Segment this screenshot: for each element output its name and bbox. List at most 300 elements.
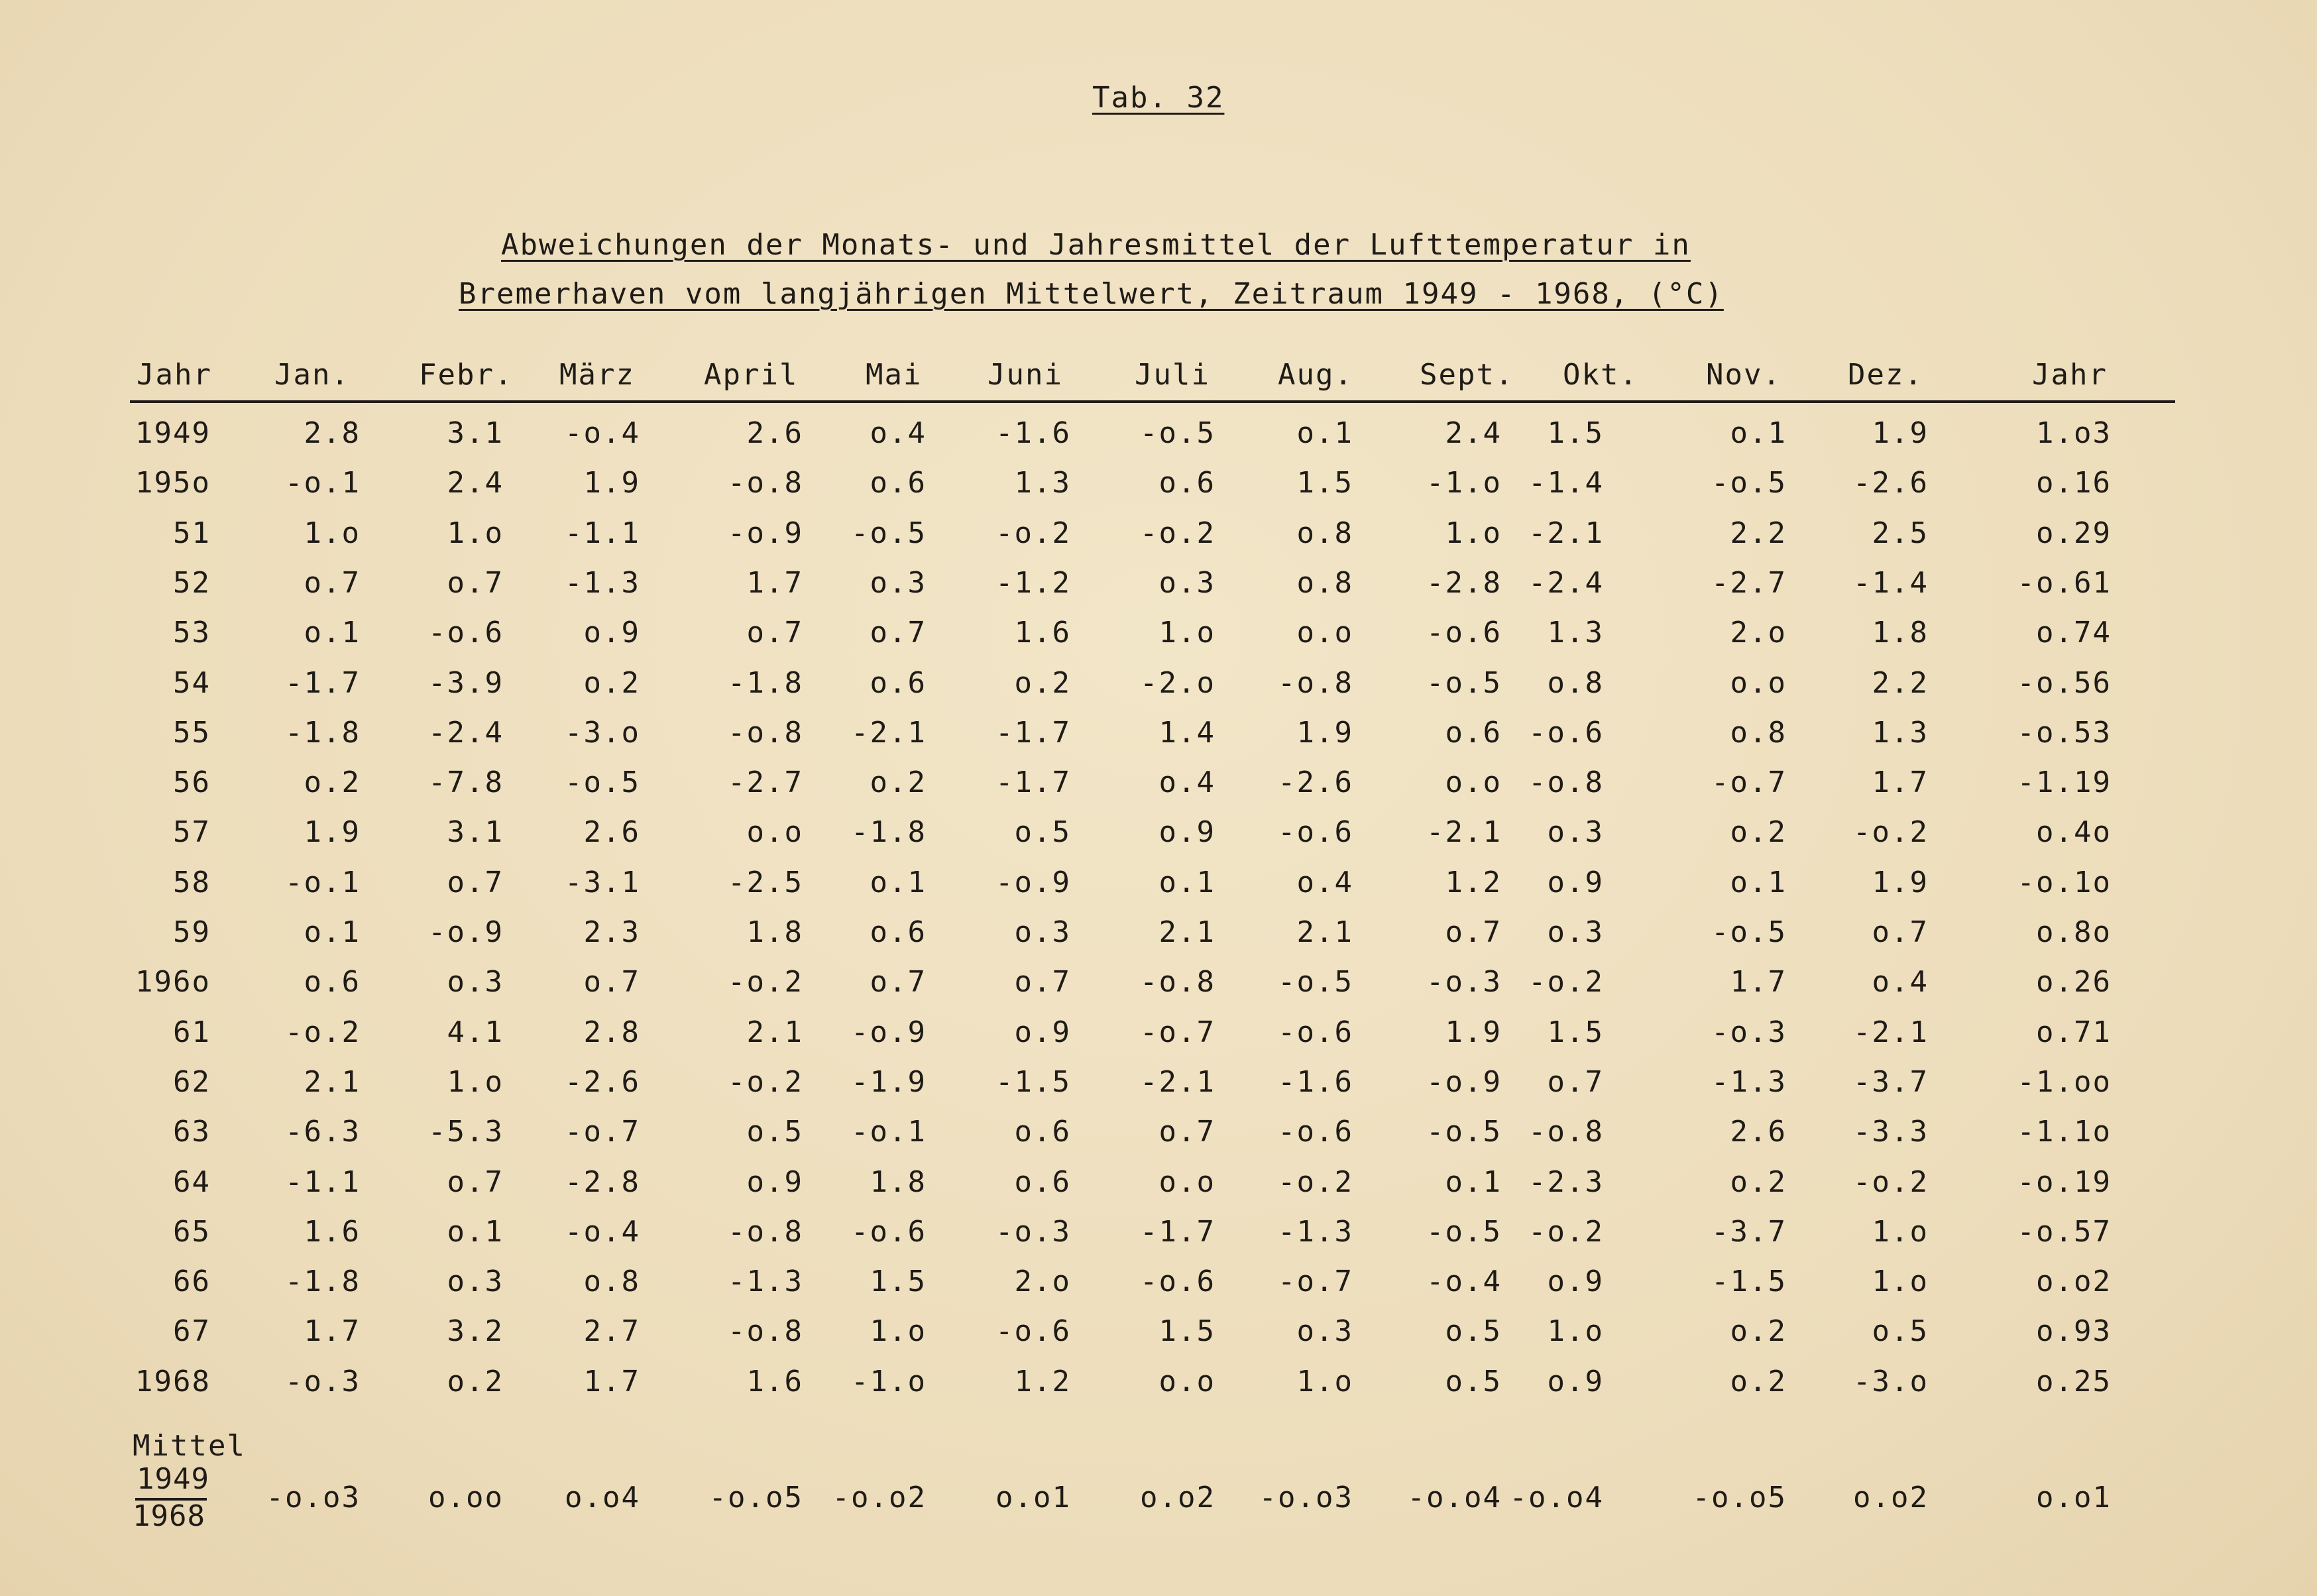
table-cell: o.3: [447, 965, 504, 999]
row-year: 57: [173, 815, 211, 850]
table-cell: 2.5: [1872, 516, 1929, 550]
table-cell: o.9: [1547, 865, 1604, 899]
table-cell: -o.8: [728, 466, 803, 500]
table-cell: -1.5: [1711, 1265, 1787, 1299]
table-cell: o.9: [1158, 815, 1215, 850]
table-cell: -2.1: [851, 715, 927, 750]
table-cell: 1.6: [746, 1364, 803, 1398]
table-cell: o.3: [1158, 565, 1215, 600]
table-cell: o.9: [746, 1165, 803, 1199]
table-cell: -5.3: [428, 1115, 504, 1149]
table-cell: 1.7: [583, 1364, 640, 1398]
table-cell: 2.o: [1014, 1265, 1071, 1299]
table-cell: o.1: [447, 1214, 504, 1249]
table-cell: o.9: [583, 616, 640, 650]
table-cell: -o.8: [1528, 1115, 1604, 1149]
table-cell: -2.3: [1528, 1165, 1604, 1199]
mean-cell: -o.o5: [708, 1481, 803, 1514]
table-cell: -1.3: [565, 565, 640, 600]
table-cell: -o.8: [728, 1214, 803, 1249]
table-cell: o.8o: [2036, 915, 2112, 949]
table-cell: 1.o: [1547, 1314, 1604, 1349]
table-cell: 1.o: [447, 1064, 504, 1099]
table-cell: 2.3: [583, 915, 640, 949]
table-cell: -o.9: [728, 516, 803, 550]
table-cell: -1.1: [285, 1165, 361, 1199]
table-cell: 2.1: [1296, 915, 1353, 949]
table-cell: -o.7: [565, 1115, 640, 1149]
table-cell: 3.1: [447, 416, 504, 450]
table-cell: -o.5: [1711, 915, 1787, 949]
table-cell: o.3: [1014, 915, 1071, 949]
table-cell: -o.7: [1278, 1265, 1353, 1299]
table-cell: o.2: [870, 766, 927, 800]
table-cell: o.7: [583, 965, 640, 999]
table-cell: o.o: [1296, 616, 1353, 650]
table-cell: o.o: [1445, 766, 1502, 800]
table-cell: o.6: [870, 466, 927, 500]
table-cell: -2.4: [428, 715, 504, 750]
table-cell: o.7: [304, 565, 361, 600]
table-cell: o.2: [1730, 1364, 1787, 1398]
table-cell: 1.9: [1296, 715, 1353, 750]
table-cell: o.1: [1730, 865, 1787, 899]
mean-cell: -o.o5: [1692, 1481, 1787, 1514]
table-cell: -2.1: [1140, 1064, 1215, 1099]
row-year: 54: [173, 665, 211, 700]
table-cell: o.5: [746, 1115, 803, 1149]
table-cell: o.7: [447, 565, 504, 600]
table-cell: 2.7: [583, 1314, 640, 1349]
table-cell: o.3: [1547, 915, 1604, 949]
table-cell: -o.1: [285, 466, 361, 500]
table-cell: 2.2: [1730, 516, 1787, 550]
table-cell: 1.8: [1872, 616, 1929, 650]
table-cell: o.2: [447, 1364, 504, 1398]
table-cell: 2.1: [746, 1015, 803, 1049]
column-header: Nov.: [1706, 358, 1781, 392]
table-cell: o.o: [1158, 1165, 1215, 1199]
table-cell: -2.6: [1853, 466, 1929, 500]
table-cell: o.7: [1547, 1064, 1604, 1099]
table-cell: -o.2: [1853, 815, 1929, 850]
table-cell: 1.8: [870, 1165, 927, 1199]
table-cell: -3.3: [1853, 1115, 1929, 1149]
table-cell: -1.6: [995, 416, 1071, 450]
table-cell: o.1: [1445, 1165, 1502, 1199]
table-cell: -2.8: [565, 1165, 640, 1199]
table-cell: -1.o: [1426, 466, 1502, 500]
table-cell: o.7: [1445, 915, 1502, 949]
table-cell: -2.7: [728, 766, 803, 800]
mean-cell: -o.o2: [832, 1481, 927, 1514]
table-cell: o.6: [1014, 1115, 1071, 1149]
table-cell: -3.o: [1853, 1364, 1929, 1398]
table-cell: o.6: [1014, 1165, 1071, 1199]
table-cell: 1.2: [1445, 865, 1502, 899]
table-cell: -o.5: [1278, 965, 1353, 999]
table-cell: 1.9: [1445, 1015, 1502, 1049]
table-cell: 2.1: [1158, 915, 1215, 949]
table-cell: -6.3: [285, 1115, 361, 1149]
table-cell: 1.9: [583, 466, 640, 500]
table-cell: -o.2: [728, 965, 803, 999]
table-cell: o.2: [1730, 1314, 1787, 1349]
table-cell: -o.2: [1528, 1214, 1604, 1249]
table-cell: -1.3: [1278, 1214, 1353, 1249]
table-cell: 1.2: [1014, 1364, 1071, 1398]
mean-cell: o.o2: [1853, 1481, 1929, 1514]
table-cell: o.9: [1014, 1015, 1071, 1049]
table-cell: o.1: [1158, 865, 1215, 899]
table-cell: 1.8: [746, 915, 803, 949]
table-cell: -o.2: [285, 1015, 361, 1049]
table-cell: o.6: [870, 915, 927, 949]
table-cell: o.7: [447, 1165, 504, 1199]
row-year: 53: [173, 616, 211, 650]
table-cell: -1.8: [851, 815, 927, 850]
table-cell: o.7: [447, 865, 504, 899]
table-cell: 1.7: [1872, 766, 1929, 800]
row-year: 66: [173, 1265, 211, 1299]
table-title-line-1: Abweichungen der Monats- und Jahresmittel der Lufttemperatur in: [501, 228, 1691, 262]
table-cell: -o.6: [1278, 815, 1353, 850]
column-header: April: [704, 358, 799, 392]
table-cell: o.o: [1158, 1364, 1215, 1398]
table-cell: -o.3: [995, 1214, 1071, 1249]
table-cell: -2.o: [1140, 665, 1215, 700]
table-cell: -2.4: [1528, 565, 1604, 600]
table-cell: 2.4: [447, 466, 504, 500]
table-cell: 2.6: [583, 815, 640, 850]
table-cell: o.7: [1872, 915, 1929, 949]
column-header: Dez.: [1848, 358, 1923, 392]
mean-cell: -o.o3: [1259, 1481, 1353, 1514]
mean-cell: -o.o4: [1509, 1481, 1604, 1514]
table-cell: -o.7: [1711, 766, 1787, 800]
mean-period-start: 1949: [137, 1462, 209, 1496]
row-year: 65: [173, 1214, 211, 1249]
table-cell: 1.5: [1158, 1314, 1215, 1349]
table-cell: -o.8: [728, 715, 803, 750]
column-header: Juni: [988, 358, 1063, 392]
table-cell: -o.2: [728, 1064, 803, 1099]
row-year: 56: [173, 766, 211, 800]
table-title-line-2: Bremerhaven vom langjährigen Mittelwert, Zeitraum 1949 - 1968, (°C): [459, 277, 1724, 311]
table-cell: o.93: [2036, 1314, 2112, 1349]
table-cell: -2.1: [1528, 516, 1604, 550]
mean-cell: o.o2: [1140, 1481, 1215, 1514]
table-cell: o.o: [1730, 665, 1787, 700]
table-cell: -1.6: [1278, 1064, 1353, 1099]
table-cell: -o.1o: [2017, 865, 2112, 899]
table-cell: o.o: [746, 815, 803, 850]
table-cell: o.8: [1730, 715, 1787, 750]
table-cell: 3.2: [447, 1314, 504, 1349]
table-cell: -1.4: [1528, 466, 1604, 500]
table-cell: o.71: [2036, 1015, 2112, 1049]
table-cell: o.4: [870, 416, 927, 450]
table-cell: 1.o: [447, 516, 504, 550]
table-cell: -o.7: [1140, 1015, 1215, 1049]
table-cell: o.5: [1445, 1364, 1502, 1398]
table-cell: -o.2: [1278, 1165, 1353, 1199]
table-cell: -o.61: [2017, 565, 2112, 600]
table-cell: o.1: [1730, 416, 1787, 450]
table-cell: -1.1: [565, 516, 640, 550]
column-header: Jahr: [137, 358, 212, 392]
table-cell: -o.9: [995, 865, 1071, 899]
table-cell: -3.7: [1711, 1214, 1787, 1249]
table-cell: -o.5: [851, 516, 927, 550]
table-cell: o.2: [1014, 665, 1071, 700]
table-cell: -1.7: [995, 715, 1071, 750]
row-year: 59: [173, 915, 211, 949]
table-cell: -o.8: [1278, 665, 1353, 700]
table-cell: o.2: [304, 766, 361, 800]
table-cell: 1.9: [304, 815, 361, 850]
table-cell: -o.9: [1426, 1064, 1502, 1099]
table-cell: o.1: [870, 865, 927, 899]
table-cell: 2.6: [1730, 1115, 1787, 1149]
table-cell: 1.o: [1872, 1214, 1929, 1249]
table-cell: 1.o: [1445, 516, 1502, 550]
table-cell: -o.3: [1711, 1015, 1787, 1049]
table-cell: 1.3: [1872, 715, 1929, 750]
table-cell: 1.3: [1547, 616, 1604, 650]
table-cell: o.o2: [2036, 1265, 2112, 1299]
table-cell: o.7: [746, 616, 803, 650]
table-cell: -1.7: [1140, 1214, 1215, 1249]
table-cell: -o.5: [565, 766, 640, 800]
table-cell: -o.6: [1278, 1115, 1353, 1149]
table-cell: 1.7: [1730, 965, 1787, 999]
table-cell: -o.2: [1140, 516, 1215, 550]
mean-cell: o.o1: [2036, 1481, 2112, 1514]
table-cell: o.9: [1547, 1265, 1604, 1299]
column-header: Aug.: [1278, 358, 1353, 392]
mean-cell: o.oo: [428, 1481, 504, 1514]
table-cell: o.8: [1547, 665, 1604, 700]
table-cell: o.7: [1158, 1115, 1215, 1149]
table-cell: -o.5: [1140, 416, 1215, 450]
table-cell: o.5: [1014, 815, 1071, 850]
table-cell: o.74: [2036, 616, 2112, 650]
table-cell: -o.2: [995, 516, 1071, 550]
table-cell: -o.19: [2017, 1165, 2112, 1199]
table-cell: o.1: [304, 616, 361, 650]
table-cell: -3.9: [428, 665, 504, 700]
table-cell: 2.6: [746, 416, 803, 450]
row-year: 51: [173, 516, 211, 550]
table-cell: o.8: [583, 1265, 640, 1299]
table-cell: 1.5: [870, 1265, 927, 1299]
row-year: 52: [173, 565, 211, 600]
table-cell: -1.2: [995, 565, 1071, 600]
table-cell: o.1: [1296, 416, 1353, 450]
column-header: Febr.: [419, 358, 514, 392]
table-cell: o.5: [1872, 1314, 1929, 1349]
table-cell: -2.1: [1426, 815, 1502, 850]
mean-period-end: 1968: [133, 1499, 205, 1533]
table-cell: o.4: [1872, 965, 1929, 999]
table-cell: -o.4: [565, 416, 640, 450]
table-cell: o.3: [447, 1265, 504, 1299]
row-year: 58: [173, 865, 211, 899]
row-year: 1949: [135, 416, 211, 450]
table-cell: o.6: [304, 965, 361, 999]
table-cell: -o.5: [1426, 1115, 1502, 1149]
table-cell: -o.5: [1426, 1214, 1502, 1249]
table-cell: 1.9: [1872, 416, 1929, 450]
table-cell: o.16: [2036, 466, 2112, 500]
table-cell: -o.1: [285, 865, 361, 899]
table-cell: -1.5: [995, 1064, 1071, 1099]
table-cell: -o.6: [428, 616, 504, 650]
table-cell: -o.6: [995, 1314, 1071, 1349]
table-cell: 1.7: [746, 565, 803, 600]
table-cell: -o.53: [2017, 715, 2112, 750]
table-cell: 1.o: [304, 516, 361, 550]
table-cell: o.7: [870, 616, 927, 650]
mean-cell: -o.o4: [1407, 1481, 1502, 1514]
table-cell: o.4: [1296, 865, 1353, 899]
table-cell: -2.1: [1853, 1015, 1929, 1049]
row-year: 67: [173, 1314, 211, 1349]
mean-cell: o.o4: [565, 1481, 640, 1514]
mean-label: Mittel: [133, 1429, 246, 1463]
table-cell: -1.oo: [2017, 1064, 2112, 1099]
table-cell: 1.o: [1158, 616, 1215, 650]
table-cell: 1.5: [1296, 466, 1353, 500]
table-cell: o.2: [1730, 1165, 1787, 1199]
table-cell: o.8: [1296, 516, 1353, 550]
table-cell: -1.19: [2017, 766, 2112, 800]
table-cell: 1.3: [1014, 466, 1071, 500]
table-cell: -2.6: [1278, 766, 1353, 800]
table-cell: o.1: [304, 915, 361, 949]
table-cell: -o.4: [565, 1214, 640, 1249]
table-cell: 1.o: [1296, 1364, 1353, 1398]
table-cell: o.29: [2036, 516, 2112, 550]
table-cell: -2.8: [1426, 565, 1502, 600]
table-cell: -o.6: [1528, 715, 1604, 750]
table-cell: -1.7: [285, 665, 361, 700]
row-year: 64: [173, 1165, 211, 1199]
table-cell: o.3: [1547, 815, 1604, 850]
table-cell: o.9: [1547, 1364, 1604, 1398]
table-cell: -o.8: [1140, 965, 1215, 999]
table-cell: -o.9: [851, 1015, 927, 1049]
table-cell: o.25: [2036, 1364, 2112, 1398]
row-year: 55: [173, 715, 211, 750]
table-cell: 1.9: [1872, 865, 1929, 899]
table-cell: -1.8: [285, 1265, 361, 1299]
table-cell: -o.4: [1426, 1265, 1502, 1299]
table-cell: -1.o: [851, 1364, 927, 1398]
column-header: Sept.: [1420, 358, 1514, 392]
table-cell: -2.7: [1711, 565, 1787, 600]
column-header: Jan.: [274, 358, 350, 392]
table-cell: -1.7: [995, 766, 1071, 800]
table-cell: -1.8: [728, 665, 803, 700]
table-cell: -o.5: [1711, 466, 1787, 500]
table-cell: -o.6: [1278, 1015, 1353, 1049]
row-year: 63: [173, 1115, 211, 1149]
table-cell: o.7: [1014, 965, 1071, 999]
header-rule: [130, 400, 2175, 403]
table-cell: 2.2: [1872, 665, 1929, 700]
table-cell: -1.4: [1853, 565, 1929, 600]
column-header: Jahr: [2032, 358, 2108, 392]
table-cell: 3.1: [447, 815, 504, 850]
table-cell: -o.6: [1140, 1265, 1215, 1299]
table-cell: -o.9: [428, 915, 504, 949]
table-cell: o.5: [1445, 1314, 1502, 1349]
column-header: Juli: [1135, 358, 1210, 392]
table-cell: o.7: [870, 965, 927, 999]
row-year: 195o: [135, 466, 211, 500]
row-year: 62: [173, 1064, 211, 1099]
table-cell: -1.9: [851, 1064, 927, 1099]
column-header: Okt.: [1563, 358, 1638, 392]
table-cell: 2.o: [1730, 616, 1787, 650]
table-cell: -2.5: [728, 865, 803, 899]
table-cell: 1.o3: [2036, 416, 2112, 450]
column-header: März: [559, 358, 635, 392]
table-cell: 2.8: [583, 1015, 640, 1049]
table-cell: 1.o: [1872, 1265, 1929, 1299]
table-cell: 2.1: [304, 1064, 361, 1099]
table-cell: o.3: [1296, 1314, 1353, 1349]
table-cell: -3.7: [1853, 1064, 1929, 1099]
table-cell: -2.6: [565, 1064, 640, 1099]
mean-cell: o.o1: [995, 1481, 1071, 1514]
mean-cell: -o.o3: [266, 1481, 361, 1514]
table-cell: 1.6: [304, 1214, 361, 1249]
table-cell: -o.6: [851, 1214, 927, 1249]
table-cell: 2.4: [1445, 416, 1502, 450]
table-cell: -o.56: [2017, 665, 2112, 700]
table-cell: -1.3: [1711, 1064, 1787, 1099]
table-cell: -o.6: [1426, 616, 1502, 650]
table-cell: o.3: [870, 565, 927, 600]
table-cell: o.6: [1445, 715, 1502, 750]
table-cell: -1.1o: [2017, 1115, 2112, 1149]
table-cell: o.8: [1296, 565, 1353, 600]
table-cell: 2.8: [304, 416, 361, 450]
row-year: 196o: [135, 965, 211, 999]
table-number: Tab. 32: [1092, 81, 1225, 115]
table-cell: -3.o: [565, 715, 640, 750]
table-cell: 1.4: [1158, 715, 1215, 750]
table-cell: -o.3: [285, 1364, 361, 1398]
table-cell: 1.6: [1014, 616, 1071, 650]
column-header: Mai: [866, 358, 923, 392]
row-year: 61: [173, 1015, 211, 1049]
table-cell: -o.3: [1426, 965, 1502, 999]
table-cell: -7.8: [428, 766, 504, 800]
table-cell: -o.2: [1528, 965, 1604, 999]
table-cell: 1.5: [1547, 416, 1604, 450]
table-cell: o.2: [1730, 815, 1787, 850]
table-cell: o.26: [2036, 965, 2112, 999]
table-cell: o.4: [1158, 766, 1215, 800]
table-cell: o.6: [870, 665, 927, 700]
table-cell: -o.1: [851, 1115, 927, 1149]
table-cell: -1.3: [728, 1265, 803, 1299]
table-cell: -o.5: [1426, 665, 1502, 700]
